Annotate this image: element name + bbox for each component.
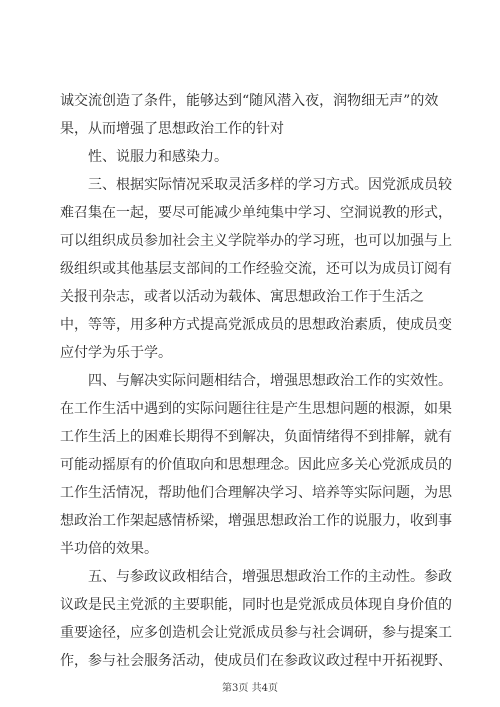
- text-line-3: 性、说服力和感染力。: [88, 149, 228, 165]
- text-line-1: 诚交流创造了条件，能够达到“随风潜入夜，润物细无声”的效: [60, 93, 439, 109]
- text-line-2: 果，从而增强了思想政治工作的针对: [60, 121, 284, 137]
- text-line-7: 级组织或其他基层支部间的工作经验交流，还可以为成员订阅有: [60, 261, 452, 277]
- text-line-21: 作，参与社会服务活动，使成员们在参政议政过程中开拓视野、: [60, 653, 452, 669]
- text-line-4: 三、根据实际情况采取灵活多样的学习方式。因党派成员较: [88, 177, 452, 193]
- text-line-14: 可能动摇原有的价值取向和思想理念。因此应多关心党派成员的: [60, 457, 452, 473]
- text-line-6: 可以组织成员参加社会主义学院举办的学习班，也可以加强与上: [60, 233, 452, 249]
- text-line-5: 难召集在一起，要尽可能减少单纯集中学习、空洞说教的形式，: [60, 205, 452, 221]
- text-line-18: 五、与参政议政相结合，增强思想政治工作的主动性。参政: [88, 569, 452, 585]
- text-line-20: 重要途径，应多创造机会让党派成员参与社会调研，参与提案工: [60, 625, 452, 641]
- page-footer: 第3页 共4页: [222, 683, 278, 694]
- text-line-17: 半功倍的效果。: [60, 541, 158, 557]
- text-line-13: 工作生活上的困难长期得不到解决，负面情绪得不到排解，就有: [60, 429, 452, 445]
- text-line-11: 四、与解决实际问题相结合，增强思想政治工作的实效性。: [88, 373, 452, 389]
- text-line-10: 应付学为乐于学。: [60, 345, 172, 361]
- text-line-8: 关报刊杂志，或者以活动为载体、寓思想政治工作于生活之: [60, 289, 424, 305]
- text-line-12: 在工作生活中遇到的实际问题往往是产生思想问题的根源，如果: [60, 401, 452, 417]
- text-line-19: 议政是民主党派的主要职能，同时也是党派成员体现自身价值的: [60, 597, 452, 613]
- text-line-16: 想政治工作架起感情桥梁，增强思想政治工作的说服力，收到事: [60, 513, 452, 529]
- text-line-9: 中，等等，用多种方式提高党派成员的思想政治素质，使成员变: [60, 317, 452, 333]
- text-line-15: 工作生活情况，帮助他们合理解决学习、培养等实际问题，为思: [60, 485, 452, 501]
